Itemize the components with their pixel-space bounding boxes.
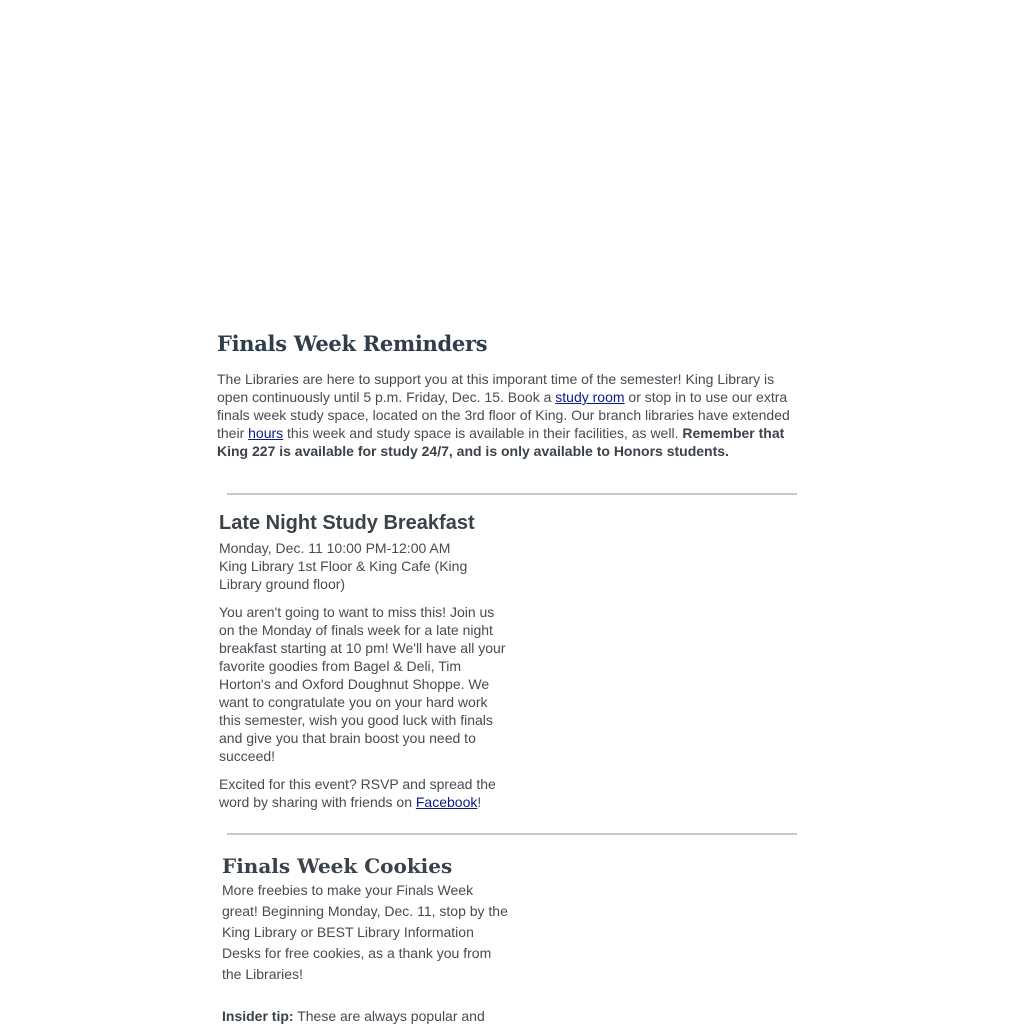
breakfast-title: Late Night Study Breakfast	[219, 512, 475, 534]
reminders-text-part-2: or stop in to use our extra finals week study space, located on the 3rd floor of King. Our branch libraries have extended their	[217, 389, 790, 441]
cookies-title: Finals Week Cookies	[222, 854, 453, 878]
rsvp-end: !	[477, 794, 482, 810]
section-divider	[227, 833, 797, 835]
reminders-text-part-3: this week and study space is available in their facilities, as well.	[283, 425, 683, 441]
finals-week-reminders-section	[217, 330, 807, 460]
honors-note: Remember that King 227 is available for study 24/7, and is only available to Honors students.	[217, 425, 785, 459]
breakfast-datetime: Monday, Dec. 11 10:00 PM-12:00 AM	[219, 540, 451, 556]
reminders-title: Finals Week Reminders	[217, 331, 488, 356]
facebook-link[interactable]: Facebook	[415, 794, 478, 810]
late-night-breakfast-section	[219, 510, 509, 811]
insider-tip-text: These are always popular and	[293, 1008, 485, 1024]
breakfast-location: King Library 1st Floor & King Cafe (King Library ground floor)	[219, 558, 468, 592]
breakfast-rsvp	[219, 775, 509, 811]
rsvp-text: Excited for this event? RSVP and spread the word by sharing with friends on	[219, 776, 496, 810]
cookies-description: More freebies to make your Finals Week great! Beginning Monday, Dec. 11, stop by the King Library or BEST Library Information Desks for free cookies, as a thank you from the Libraries!	[222, 882, 508, 982]
insider-tip-label: Insider tip:	[222, 1008, 294, 1024]
study-room-link[interactable]: study room	[555, 389, 625, 405]
section-divider	[227, 493, 797, 495]
reminders-text-part-1: The Libraries are here to support you at this imporant time of the semester! King Library is open continuously until 5 p.m. Friday, Dec. 15. Book a	[217, 371, 775, 405]
hours-link[interactable]: hours	[248, 425, 284, 441]
insider-tip	[222, 1006, 512, 1024]
reminders-text	[217, 370, 807, 460]
breakfast-description: You aren't going to want to miss this! Join us on the Monday of finals week for a late night breakfast starting at 10 pm! We'll have all your favorite goodies from Bagel & Deli, Tim Horton's and Oxford Doughnut Shoppe. We want to congratulate you on your hard work this semester, wish you good luck with finals and give you that brain boost you need to succeed!	[219, 604, 506, 764]
finals-week-cookies-section	[222, 852, 512, 1024]
